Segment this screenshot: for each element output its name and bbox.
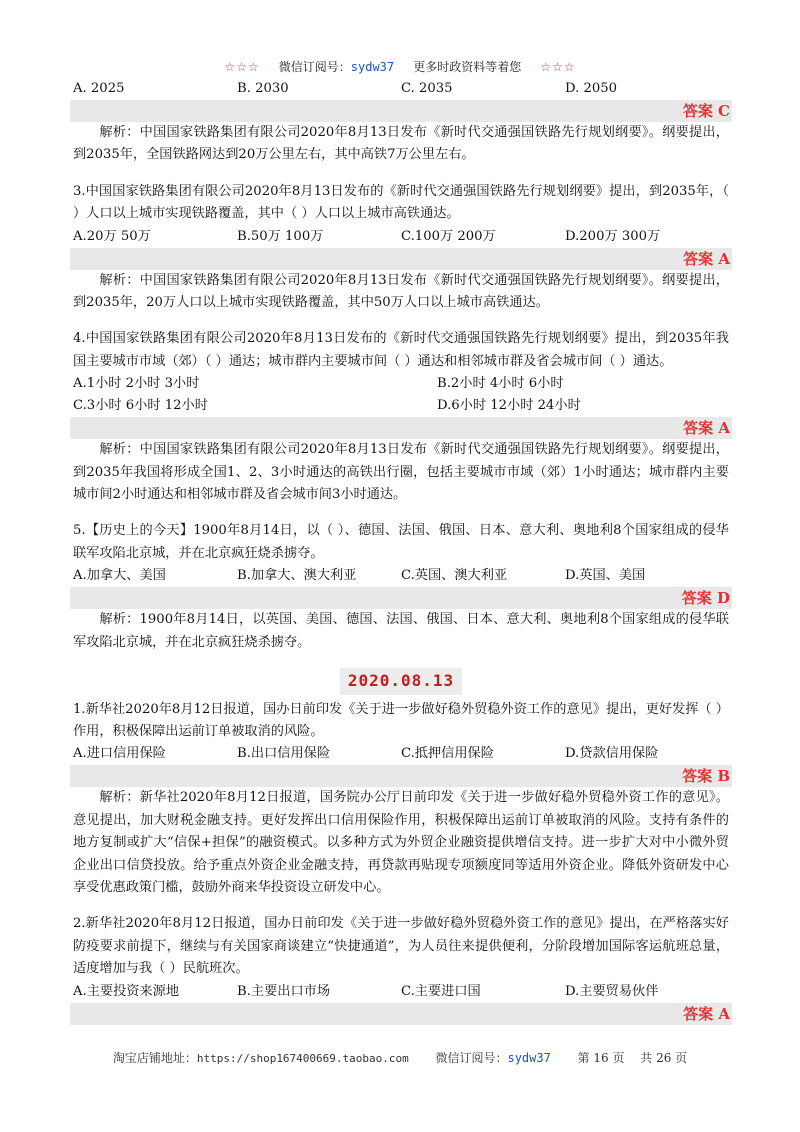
option-c: C.3小时 6小时 12小时 [73, 398, 208, 414]
option-d: D.6小时 12小时 24小时 [437, 398, 581, 414]
question-text: 2.新华社2020年8月12日报道，国办日前印发《关于进一步做好稳外贸稳外资工作的意见》提出，在严格落实好防疫要求前提下，继续与有关国家商谈建立“快捷通道”，为人员往来提供便利，分阶段增加国际客运航班总量，适度增加与我（ ）民航班次。 [73, 916, 729, 977]
option-c: C.主要进口国 [401, 983, 481, 999]
question-text: 3.中国国家铁路集团有限公司2020年8月13日发布的《新时代交通强国铁路先行规划纲要》提出，到2035年，（ ）人口以上城市实现铁路覆盖，其中（ ）人口以上城市高铁通达。 [73, 183, 729, 222]
answer-bar: 答案 A [70, 248, 732, 270]
option-a: A.加拿大、美国 [73, 568, 166, 584]
option-d: D.主要贸易伙伴 [565, 983, 659, 999]
question-options [73, 395, 729, 417]
analysis-text: 解析：中国国家铁路集团有限公司2020年8月13日发布《新时代交通强国铁路先行规划纲要》。纲要提出，到2035年，全国铁路网达到20万公里左右，其中高铁7万公里左右。 [73, 125, 729, 163]
answer-bar: 答案 C [70, 100, 732, 122]
option-b: B. 2030 [237, 81, 289, 96]
option-b: B.加拿大、澳大利亚 [237, 568, 357, 584]
analysis-text: 解析：新华社2020年8月12日报道，国务院办公厅日前印发《关于进一步做好稳外贸稳外资工作的意见》。意见提出，加大财税金融支持。更好发挥出口信用保险作用，积极保障出运前订单被取消的风险。支持有条件的地方复制或扩大“信保+担保”的融资模式。以多种方式为外贸企业融资提供增信支持。进一步扩大对中小微外贸企业出口信贷投放。给予重点外资企业金融支持，再贷款再贴现专项额度同等适用外资企业。降低外资研发中心享受优惠政策门槛，鼓励外商来华投资设立研发中心。 [73, 790, 729, 895]
question-options [73, 373, 729, 395]
page-footer [0, 1049, 800, 1066]
header-slogan: 更多时政资料等着您 [413, 60, 522, 74]
option-d: D. 2050 [565, 81, 618, 96]
option-b: B.50万 100万 [237, 228, 324, 244]
option-d: D.200万 300万 [565, 228, 661, 244]
option-a: A. 2025 [73, 81, 125, 96]
answer-bar: 答案 A [70, 417, 732, 439]
option-c: C.100万 200万 [401, 228, 496, 244]
date-heading: 2020.08.13 [340, 668, 462, 694]
option-c: C. 2035 [401, 81, 453, 96]
answer-bar: 答案 A [70, 1003, 732, 1025]
footer-shop-link[interactable]: https://shop167400669.taobao.com [196, 1052, 409, 1065]
question-text: 5.【历史上的今天】1900年8月14日，以（ ）、德国、法国、俄国、日本、意大利、奥地利8个国家组成的侵华联军攻陷北京城，并在北京疯狂烧杀掳夺。 [73, 523, 729, 561]
option-a: A.1小时 2小时 3小时 [73, 376, 200, 392]
page-number: 第 16 页 共 26 页 [577, 1051, 688, 1065]
footer-wechat-account[interactable]: sydw37 [507, 1051, 551, 1065]
option-a: A.进口信用保险 [73, 746, 166, 762]
analysis-text: 解析：中国国家铁路集团有限公司2020年8月13日发布《新时代交通强国铁路先行规划纲要》。纲要提出，到2035年，20万人口以上城市实现铁路覆盖，其中50万人口以上城市高铁通达。 [73, 272, 729, 311]
footer-wechat-label: 微信订阅号： [435, 1051, 508, 1065]
question-options [73, 743, 729, 765]
option-a: A.主要投资来源地 [73, 983, 180, 999]
date-heading-wrap [73, 668, 729, 694]
option-b: B.2小时 4小时 6小时 [437, 376, 564, 392]
option-d: D.贷款信用保险 [565, 746, 659, 762]
question-options [73, 226, 729, 248]
main-content [73, 78, 729, 1025]
question-text: 4.中国国家铁路集团有限公司2020年8月13日发布的《新时代交通强国铁路先行规划纲要》提出，到2035年我国主要城市市域（郊）（ ）通达；城市群内主要城市间（ ）通达和相邻城市群及省会城市间（ ）通达。 [73, 331, 729, 369]
question-text: 1.新华社2020年8月12日报道，国办日前印发《关于进一步做好稳外贸稳外资工作的意见》提出，更好发挥（ ）作用，积极保障出运前订单被取消的风险。 [73, 701, 729, 739]
option-c: C.英国、澳大利亚 [401, 568, 508, 584]
option-d: D.英国、美国 [565, 568, 646, 584]
header-stars-right: ☆☆☆ [540, 60, 576, 74]
header-wechat-label: 微信订阅号： [278, 60, 351, 74]
answer-bar: 答案 D [70, 587, 732, 609]
option-b: B.出口信用保险 [237, 746, 331, 762]
page-header [0, 58, 800, 75]
question-options [73, 78, 729, 100]
option-b: B.主要出口市场 [237, 983, 331, 999]
option-c: C.抵押信用保险 [401, 746, 494, 762]
analysis-text: 解析：1900年8月14日，以英国、美国、德国、法国、俄国、日本、意大利、奥地利8个国家组成的侵华联军攻陷北京城，并在北京疯狂烧杀掳夺。 [73, 612, 729, 650]
question-options [73, 565, 729, 587]
header-stars-left: ☆☆☆ [224, 60, 260, 74]
answer-bar: 答案 B [70, 765, 732, 787]
footer-shop-label: 淘宝店铺地址： [112, 1051, 197, 1065]
analysis-text: 解析：中国国家铁路集团有限公司2020年8月13日发布《新时代交通强国铁路先行规划纲要》。纲要提出，到2035年我国将形成全国1、2、3小时通达的高铁出行圈，包括主要城市市域（郊）1小时通达；城市群内主要城市间2小时通达和相邻城市群及省会城市间3小时通达。 [73, 442, 729, 503]
header-wechat-account[interactable]: sydw37 [350, 60, 395, 74]
option-a: A.20万 50万 [73, 228, 151, 244]
question-options [73, 981, 729, 1003]
